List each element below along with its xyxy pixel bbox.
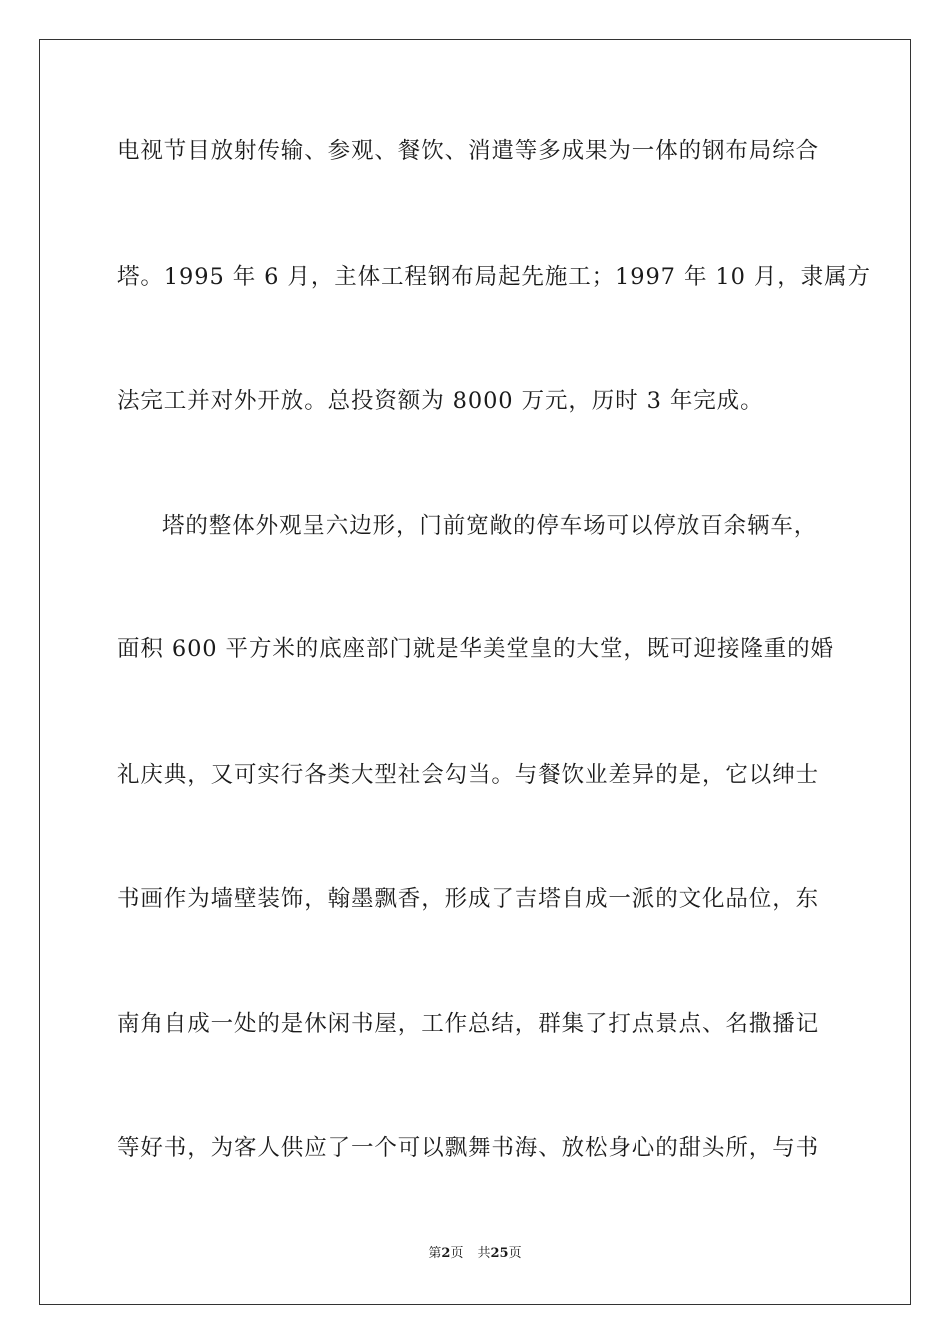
body-line-6: 礼庆典，又可实行各类大型社会勾当。与餐饮业差异的是，它以绅士 <box>117 762 820 788</box>
body-line-7: 书画作为墙壁装饰，翰墨飘香，形成了吉塔自成一派的文化品位，东 <box>117 886 820 912</box>
footer-total-prefix: 共 <box>477 1246 491 1261</box>
footer-page-prefix: 第 <box>428 1246 442 1261</box>
footer-page-unit: 页 <box>450 1246 464 1261</box>
page-footer <box>0 1245 950 1263</box>
footer-total-unit: 页 <box>508 1246 522 1261</box>
body-line-9: 等好书，为客人供应了一个可以飘舞书海、放松身心的甜头所，与书 <box>117 1135 820 1161</box>
body-line-1: 电视节目放射传输、参观、餐饮、消遣等多成果为一体的钢布局综合 <box>117 138 820 164</box>
body-line-8: 南角自成一处的是休闲书屋，工作总结，群集了打点景点、名撒播记 <box>117 1011 820 1037</box>
body-line-2: 塔。1995 年 6 月，主体工程钢布局起先施工；1997 年 10 月，隶属方 <box>117 264 871 290</box>
body-line-3: 法完工并对外开放。总投资额为 8000 万元，历时 3 年完成。 <box>117 388 764 414</box>
footer-total-pages: 25 <box>490 1246 509 1261</box>
page-border <box>39 39 911 1305</box>
body-line-4-paragraph-start: 塔的整体外观呈六边形，门前宽敞的停车场可以停放百余辆车， <box>162 513 818 539</box>
body-line-5: 面积 600 平方米的底座部门就是华美堂皇的大堂，既可迎接隆重的婚 <box>117 636 834 662</box>
footer-page-number: 2 <box>441 1246 451 1261</box>
